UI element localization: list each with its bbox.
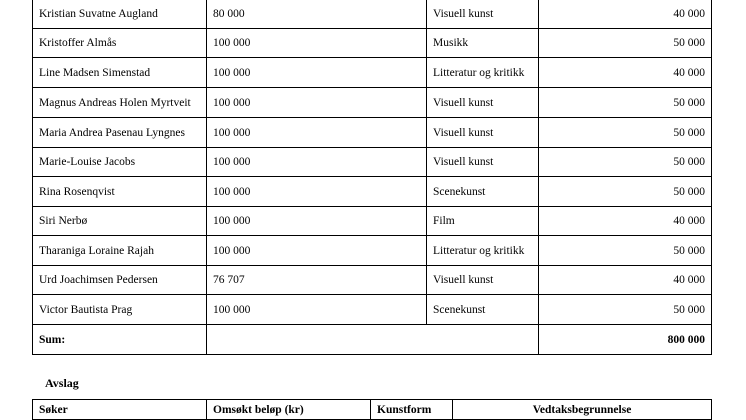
granted-amount-cell: 50 000 xyxy=(539,148,712,177)
art-form-cell: Visuell kunst xyxy=(427,266,539,295)
sum-row xyxy=(33,325,712,355)
rejected-table xyxy=(32,399,712,420)
table-row xyxy=(33,0,712,29)
table-row xyxy=(33,236,712,266)
table-row xyxy=(33,58,712,88)
art-form-cell: Film xyxy=(427,207,539,236)
applied-amount-cell: 100 000 xyxy=(207,207,427,236)
applicant-cell: Line Madsen Simenstad xyxy=(33,58,207,88)
art-form-cell: Visuell kunst xyxy=(427,0,539,29)
art-form-cell: Musikk xyxy=(427,29,539,58)
applied-amount-cell: 80 000 xyxy=(207,0,427,29)
applicant-cell: Urd Joachimsen Pedersen xyxy=(33,266,207,295)
granted-amount-cell: 50 000 xyxy=(539,118,712,148)
header-art: Kunstform xyxy=(371,400,453,420)
applicant-cell: Magnus Andreas Holen Myrtveit xyxy=(33,88,207,118)
table-row xyxy=(33,266,712,295)
table-row xyxy=(33,29,712,58)
applied-amount-cell: 100 000 xyxy=(207,295,427,325)
applied-amount-cell: 100 000 xyxy=(207,29,427,58)
applicant-cell: Rina Rosenqvist xyxy=(33,177,207,207)
granted-amount-cell: 40 000 xyxy=(539,266,712,295)
art-form-cell: Litteratur og kritikk xyxy=(427,58,539,88)
art-form-cell: Scenekunst xyxy=(427,295,539,325)
applicant-cell: Victor Bautista Prag xyxy=(33,295,207,325)
art-form-cell: Scenekunst xyxy=(427,177,539,207)
applicant-cell: Maria Andrea Pasenau Lyngnes xyxy=(33,118,207,148)
applicant-cell: Marie-Louise Jacobs xyxy=(33,148,207,177)
applied-amount-cell: 100 000 xyxy=(207,236,427,266)
applied-amount-cell: 100 000 xyxy=(207,148,427,177)
table-row xyxy=(33,295,712,325)
art-form-cell: Visuell kunst xyxy=(427,118,539,148)
granted-amount-cell: 40 000 xyxy=(539,58,712,88)
table-row xyxy=(33,207,712,236)
applicant-cell: Kristian Suvatne Augland xyxy=(33,0,207,29)
table-row xyxy=(33,148,712,177)
applied-amount-cell: 76 707 xyxy=(207,266,427,295)
art-form-cell: Litteratur og kritikk xyxy=(427,236,539,266)
grants-table xyxy=(32,0,712,355)
granted-amount-cell: 50 000 xyxy=(539,88,712,118)
art-form-cell: Visuell kunst xyxy=(427,88,539,118)
header-amount: Omsøkt beløp (kr) xyxy=(207,400,371,420)
applied-amount-cell: 100 000 xyxy=(207,177,427,207)
art-form-cell: Visuell kunst xyxy=(427,148,539,177)
sum-total: 800 000 xyxy=(539,325,712,355)
table-row xyxy=(33,88,712,118)
sum-label: Sum: xyxy=(33,325,207,355)
applied-amount-cell: 100 000 xyxy=(207,118,427,148)
applicant-cell: Kristoffer Almås xyxy=(33,29,207,58)
header-applicant: Søker xyxy=(33,400,207,420)
granted-amount-cell: 50 000 xyxy=(539,29,712,58)
applied-amount-cell: 100 000 xyxy=(207,58,427,88)
sum-empty-cell xyxy=(207,325,539,355)
granted-amount-cell: 50 000 xyxy=(539,236,712,266)
applied-amount-cell: 100 000 xyxy=(207,88,427,118)
granted-amount-cell: 50 000 xyxy=(539,177,712,207)
granted-amount-cell: 50 000 xyxy=(539,295,712,325)
granted-amount-cell: 40 000 xyxy=(539,0,712,29)
grants-table-body xyxy=(33,0,712,325)
rejected-header-row xyxy=(33,400,712,420)
rejected-section-heading: Avslag xyxy=(45,376,79,390)
table-row xyxy=(33,177,712,207)
applicant-cell: Tharaniga Loraine Rajah xyxy=(33,236,207,266)
table-row xyxy=(33,118,712,148)
header-reason: Vedtaksbegrunnelse xyxy=(453,400,712,420)
granted-amount-cell: 40 000 xyxy=(539,207,712,236)
applicant-cell: Siri Nerbø xyxy=(33,207,207,236)
